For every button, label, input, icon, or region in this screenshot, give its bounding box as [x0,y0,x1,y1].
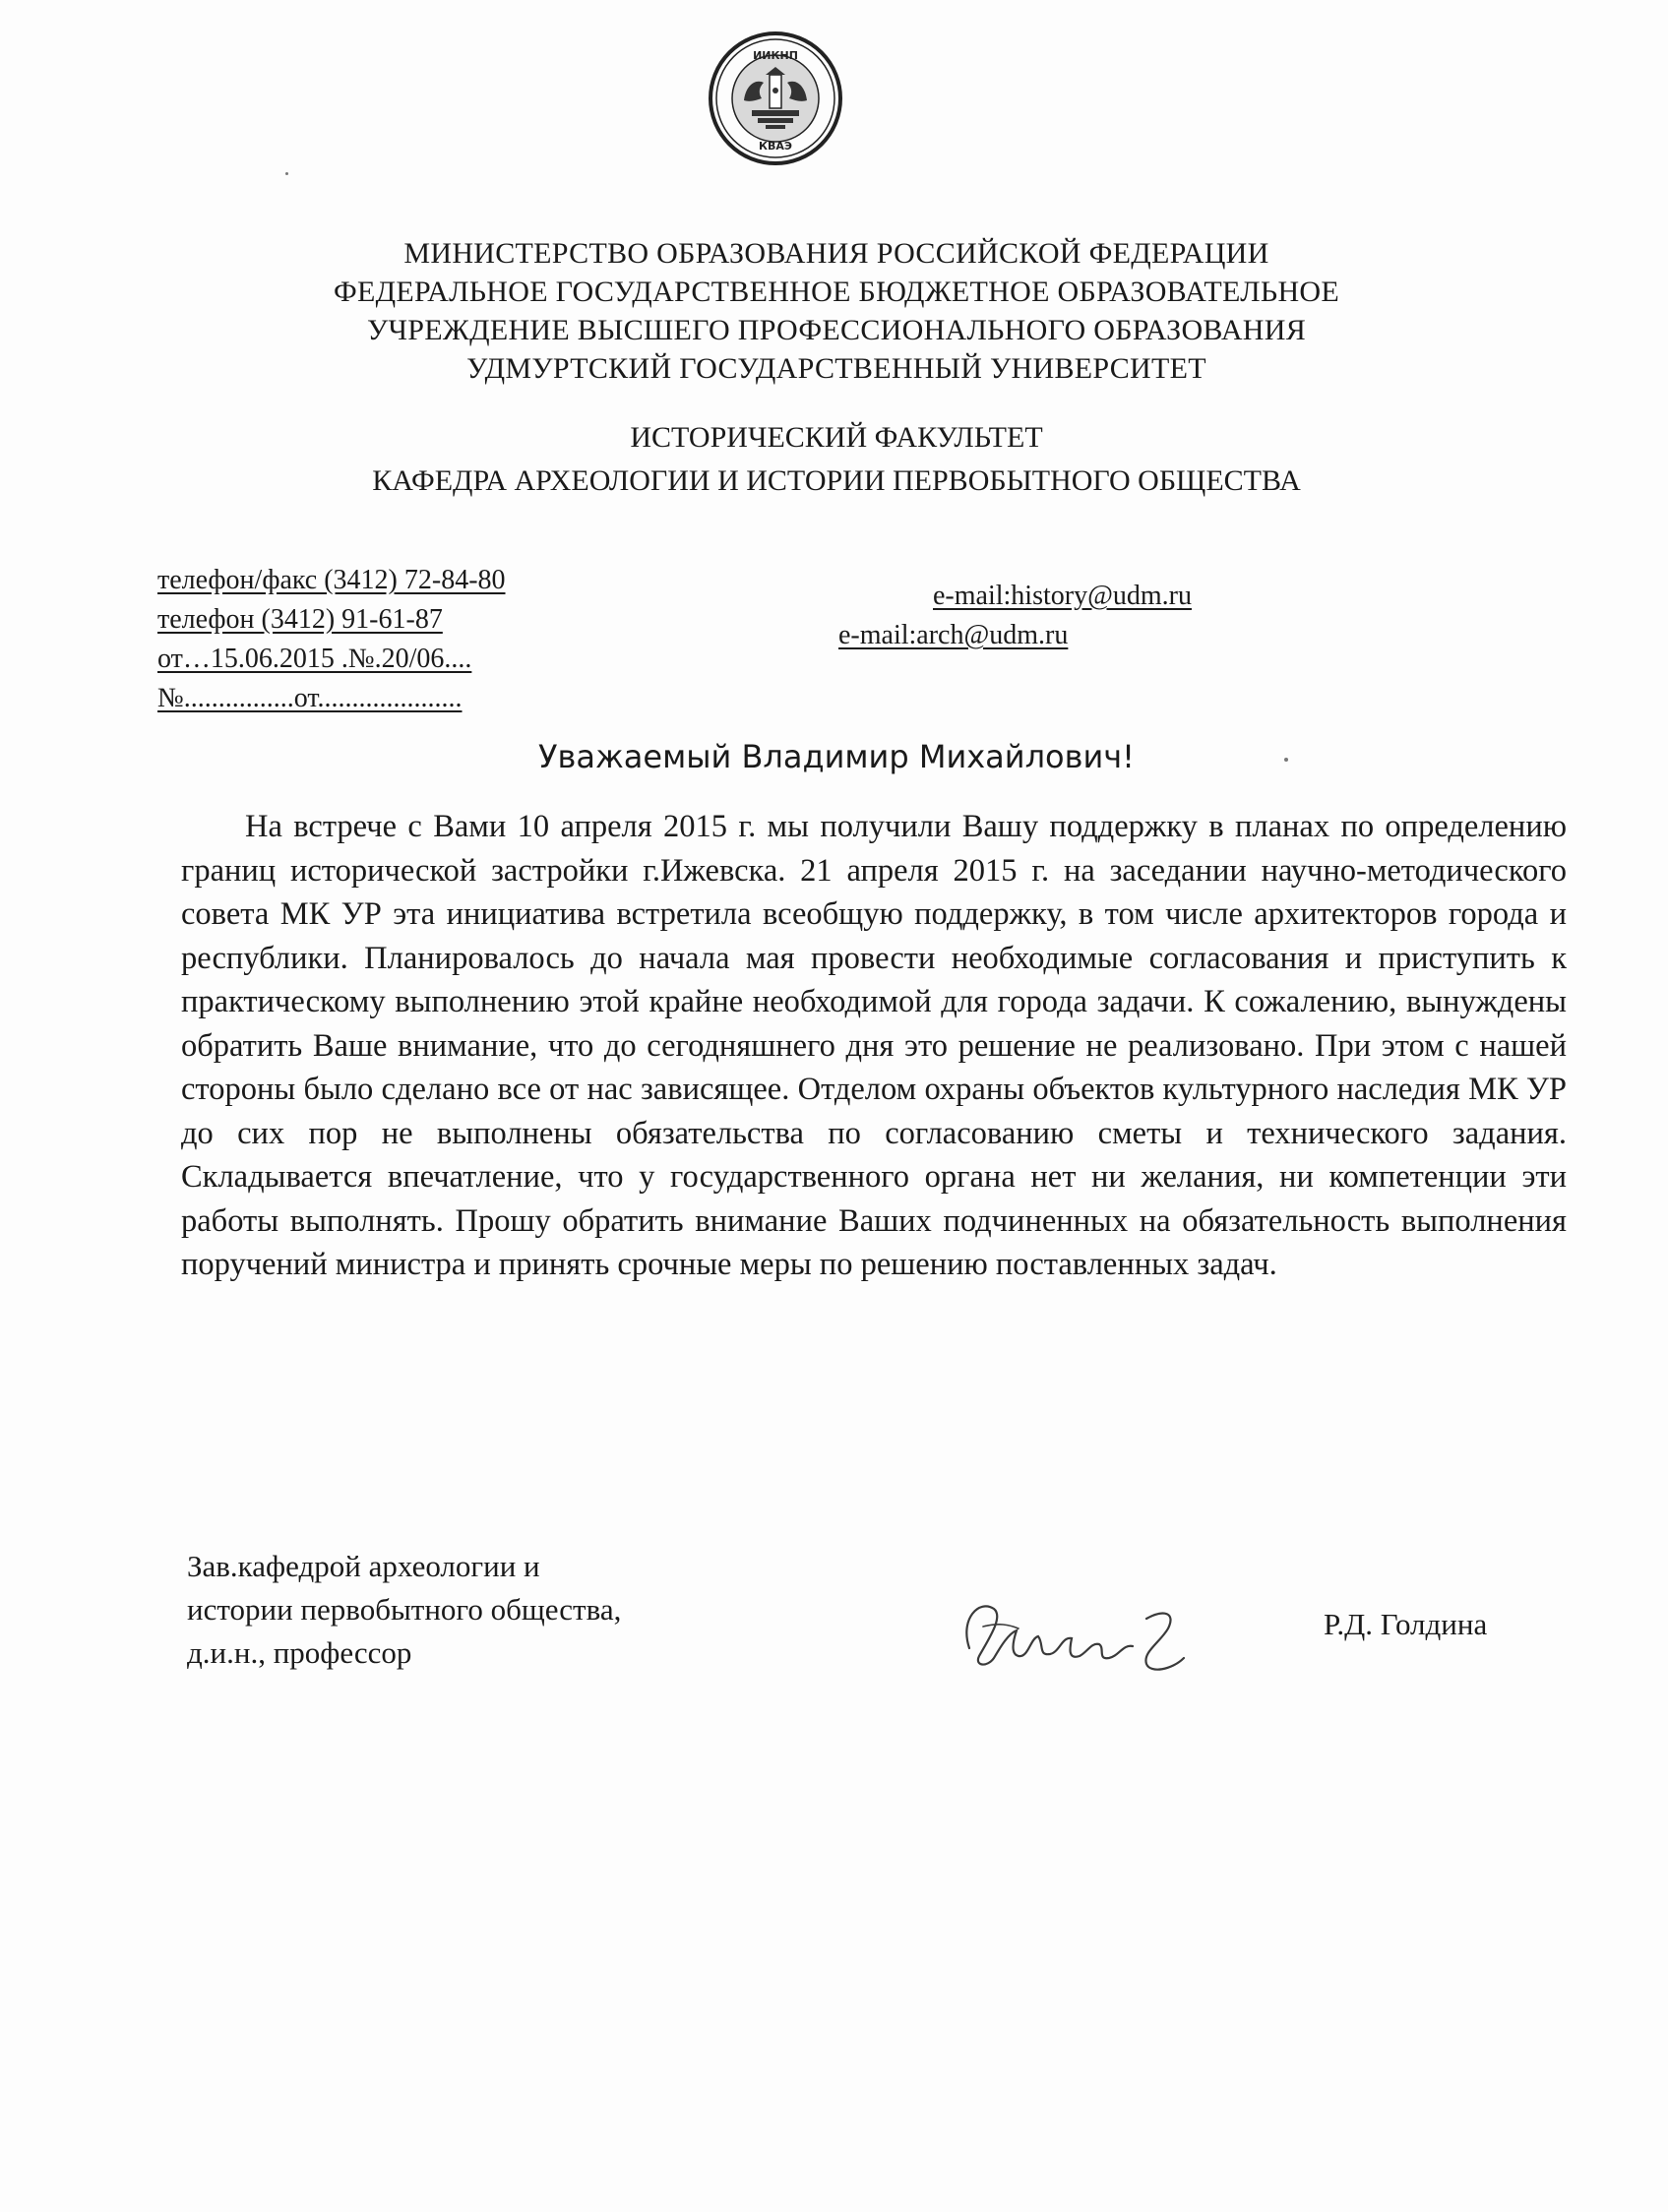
header-line-federal: ФЕДЕРАЛЬНОЕ ГОСУДАРСТВЕННОЕ БЮДЖЕТНОЕ ОБРАЗОВАТЕЛЬНОЕ [333,276,1339,308]
institution-header [236,234,1437,388]
letter-body: На встрече с Вами 10 апреля 2015 г. мы получили Вашу поддержку в планах по определению границ исторической застройки г.Ижевска. 21 апреля 2015 г. на заседании научно-методического совета МК УР эта инициатива встретила всеобщую поддержку, в том числе архитекторов города и республики. Планировалось до начала мая провести необходимые согласования и приступить к практическому выполнению этой крайне необходимой для города задачи. К сожалению, вынуждены обратить Ваше внимание, что до сегодняшнего дня это решение не реализовано. При этом с нашей стороны было сделано все от нас зависящее. Отделом охраны объектов культурного наследия МК УР до сих пор не выполнены обязательства по согласованию сметы и технического задания. Складывается впечатление, что у государственного органа нет ни желания, ни компетенции эти работы выполнять. Прошу обратить внимание Ваших подчиненных на обязательность выполнения поручений министра и принять срочные меры по решению поставленных задач. [181,809,1567,1282]
contact-block [157,561,506,718]
header-line-university: УДМУРТСКИЙ ГОСУДАРСТВЕННЫЙ УНИВЕРСИТЕТ [466,352,1206,385]
scan-speck [1284,758,1288,762]
phone-fax: телефон/факс (3412) 72-84-80 [157,565,506,595]
seal-top-text: ИИКНП [753,49,798,62]
faculty-name: ИСТОРИЧЕСКИЙ ФАКУЛЬТЕТ [630,421,1043,454]
position-line-3: д.и.н., профессор [187,1635,412,1670]
incoming-ref: №................от..................... [157,683,463,713]
email-history: e-mail:history@udm.ru [933,581,1192,611]
university-seal-icon [707,30,844,167]
salutation: Уважаемый Владимир Михайлович! [538,738,1135,775]
email-arch: e-mail:arch@udm.ru [838,620,1069,650]
phone: телефон (3412) 91-61-87 [157,604,443,635]
handwritten-signature-icon [940,1579,1235,1688]
position-line-1: Зав.кафедрой археологии и [187,1549,540,1583]
scan-speck [285,172,288,175]
position-line-2: истории первобытного общества, [187,1592,622,1627]
signatory-name: Р.Д. Голдина [1324,1607,1488,1641]
seal-bottom-text: КВАЭ [759,140,792,153]
department-name: КАФЕДРА АРХЕОЛОГИИ И ИСТОРИИ ПЕРВОБЫТНОГО ОБЩЕСТВА [372,464,1301,497]
faculty-header [236,416,1437,503]
signatory-position [187,1545,621,1675]
header-line-institution: УЧРЕЖДЕНИЕ ВЫСШЕГО ПРОФЕССИОНАЛЬНОГО ОБРАЗОВАНИЯ [366,314,1307,346]
header-line-ministry: МИНИСТЕРСТВО ОБРАЗОВАНИЯ РОССИЙСКОЙ ФЕДЕРАЦИИ [403,237,1269,270]
outgoing-ref: от…15.06.2015 .№.20/06.... [157,644,472,674]
